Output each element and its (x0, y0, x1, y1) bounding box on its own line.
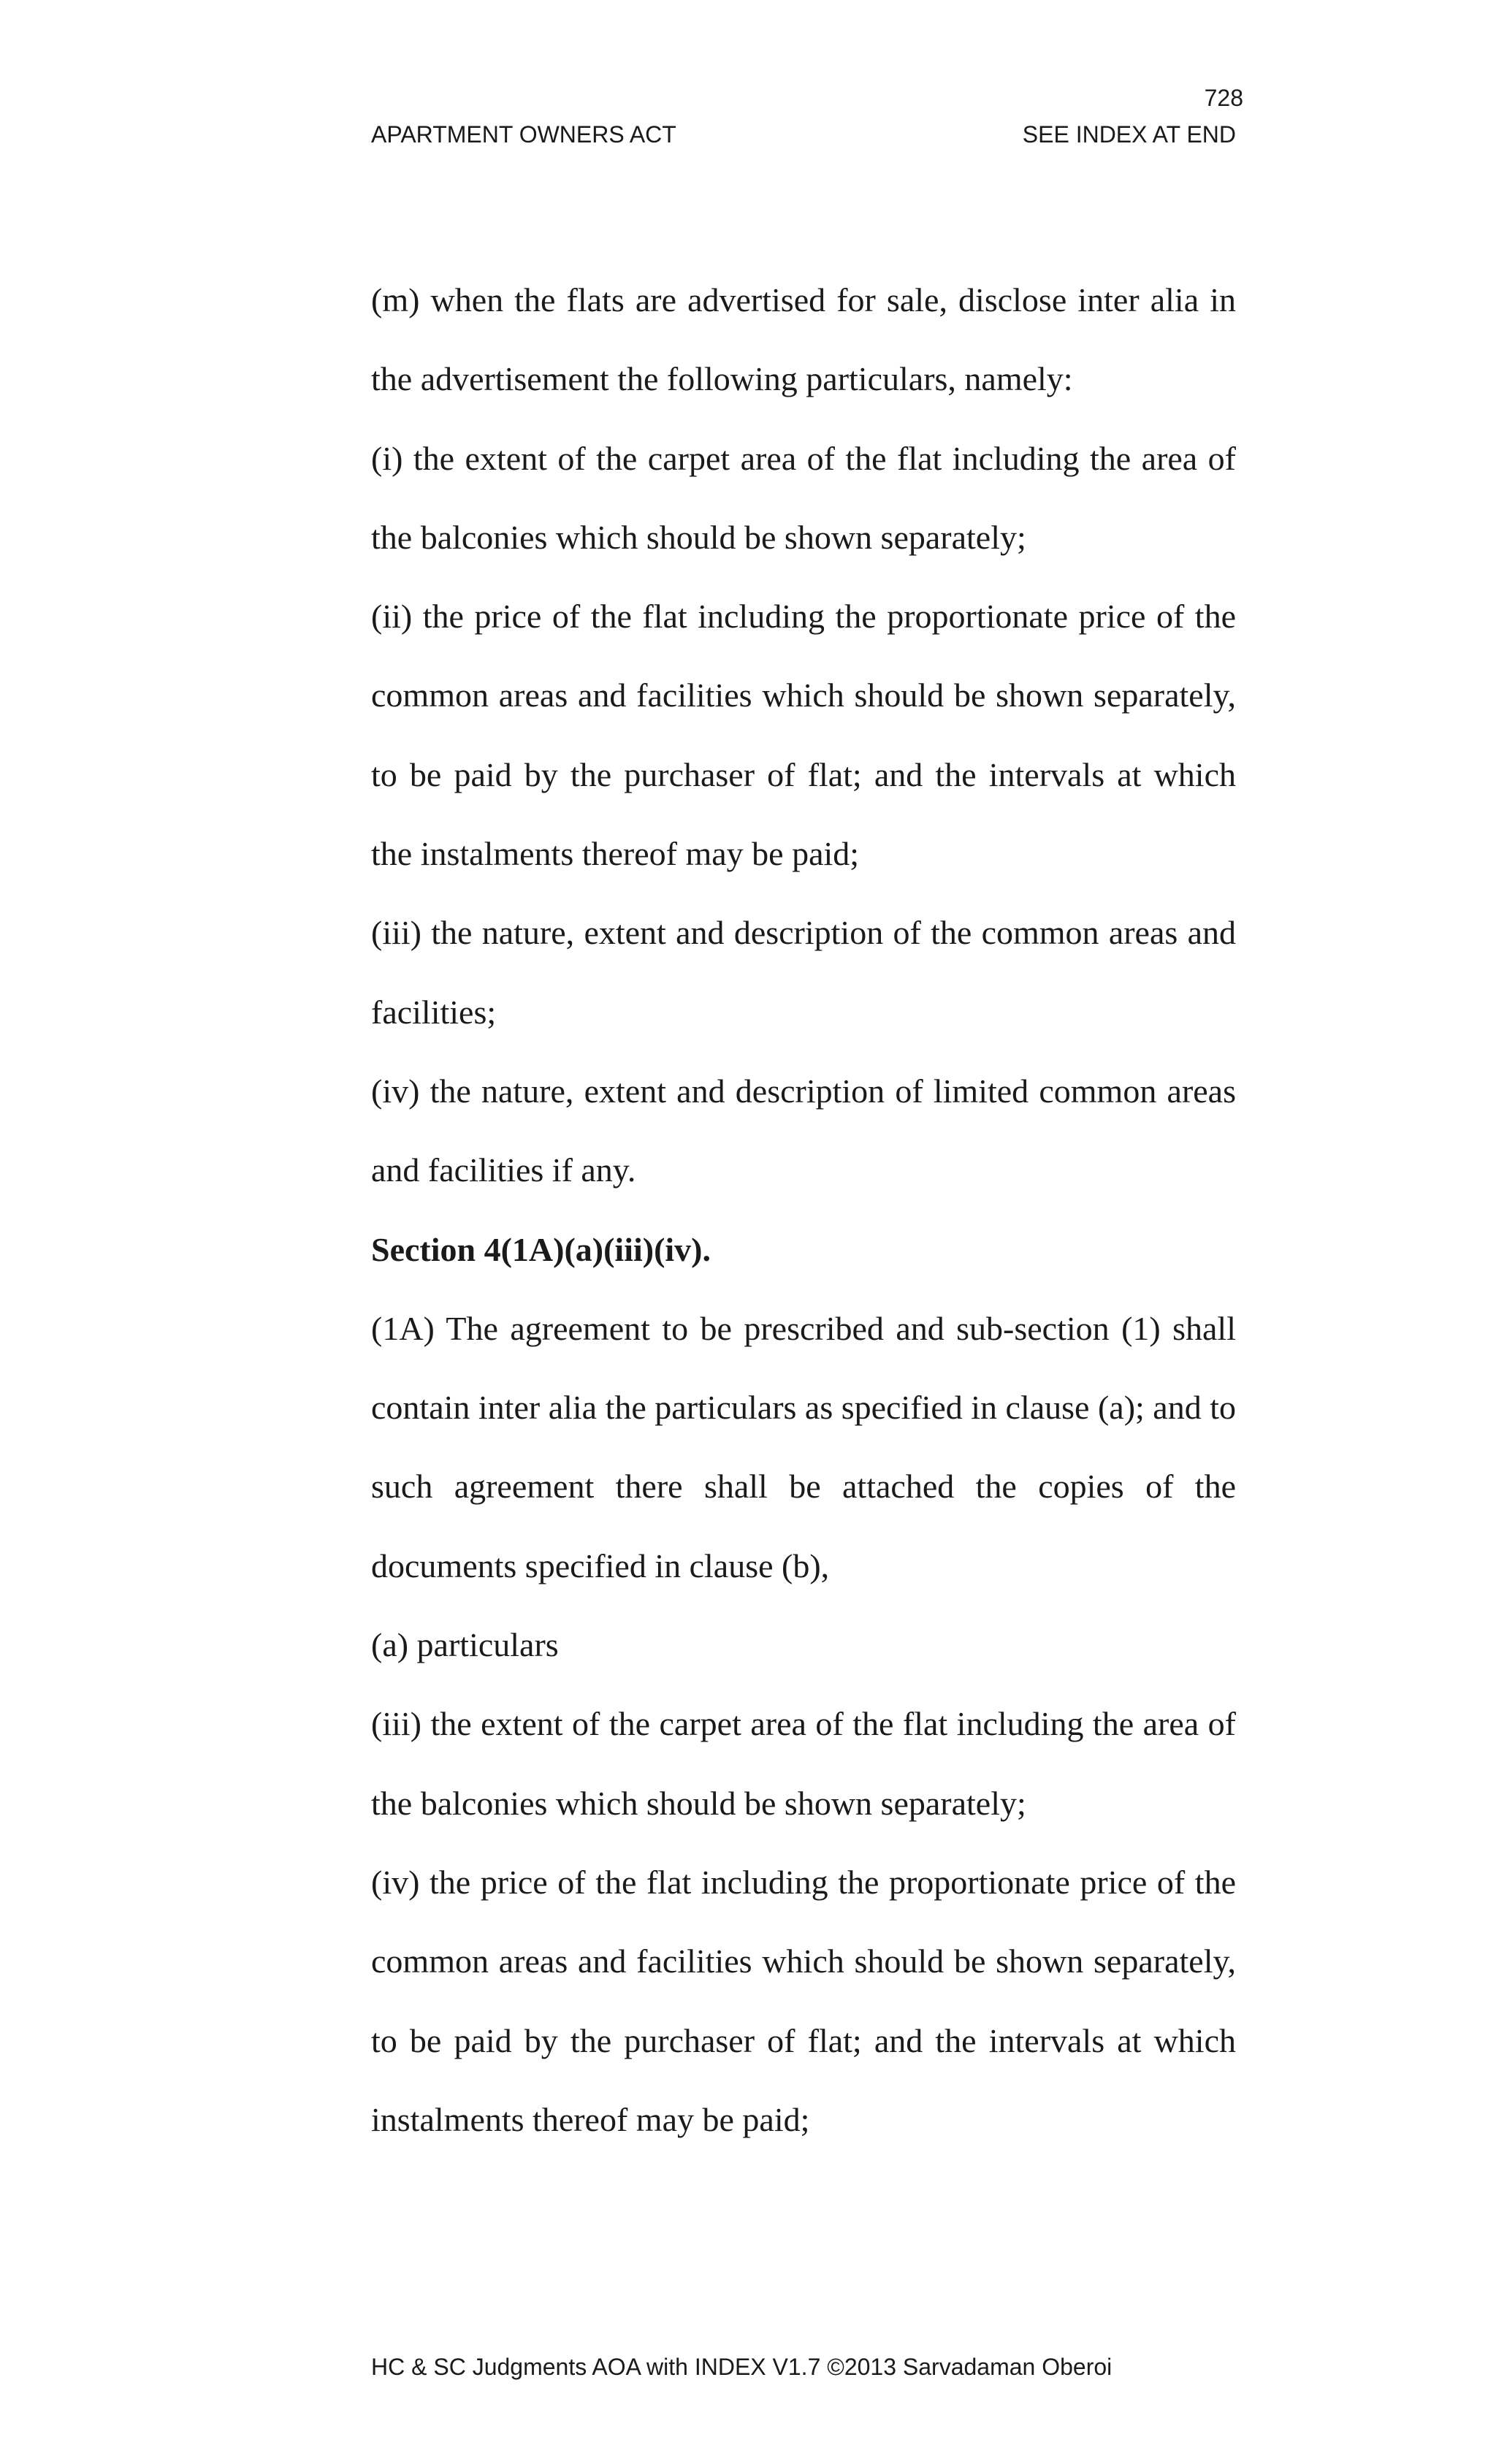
header-title-left: APARTMENT OWNERS ACT (371, 121, 676, 148)
section-heading: Section 4(1A)(a)(iii)(iv). (371, 1230, 711, 1268)
paragraph-ii: (ii) the price of the flat including the proportionate price of the common areas and facilities which should be shown separately, to be paid by the purchaser of flat; and the intervals at which the instalments thereof may be paid; (371, 598, 1236, 873)
paragraph-iii: (iii) the nature, extent and description of the common areas and facilities; (371, 914, 1236, 1031)
paragraph-1a-iii: (iii) the extent of the carpet area of the flat including the area of the balconies which should be shown separately; (371, 1705, 1236, 1822)
footer-credit: HC & SC Judgments AOA with INDEX V1.7 ©2013 Sarvadaman Oberoi (371, 2354, 1113, 2380)
page-number: 728 (1204, 85, 1243, 111)
header-title-right: SEE INDEX AT END (1022, 121, 1236, 148)
paragraph-1a: (1A) The agreement to be prescribed and sub-section (1) shall contain inter alia the particulars as specified in clause (a); and to such agreement there shall be attached the copies of the documents specified in clause (b), (371, 1309, 1237, 1584)
document-body (371, 261, 1236, 2159)
running-header (371, 123, 1236, 146)
paragraph-m: (m) when the flats are advertised for sale, disclose inter alia in the advertisement the following particulars, namely: (371, 281, 1236, 398)
paragraph-iv: (iv) the nature, extent and description of limited common areas and facilities if any. (371, 1072, 1236, 1189)
paragraph-1a-iv: (iv) the price of the flat including the proportionate price of the common areas and facilities which should be shown separately, to be paid by the purchaser of flat; and the intervals at which instalments thereof may be paid; (371, 1863, 1236, 2138)
paragraph-i: (i) the extent of the carpet area of the flat including the area of the balconies which should be shown separately; (371, 439, 1236, 556)
paragraph-a-particulars: (a) particulars (371, 1626, 559, 1664)
